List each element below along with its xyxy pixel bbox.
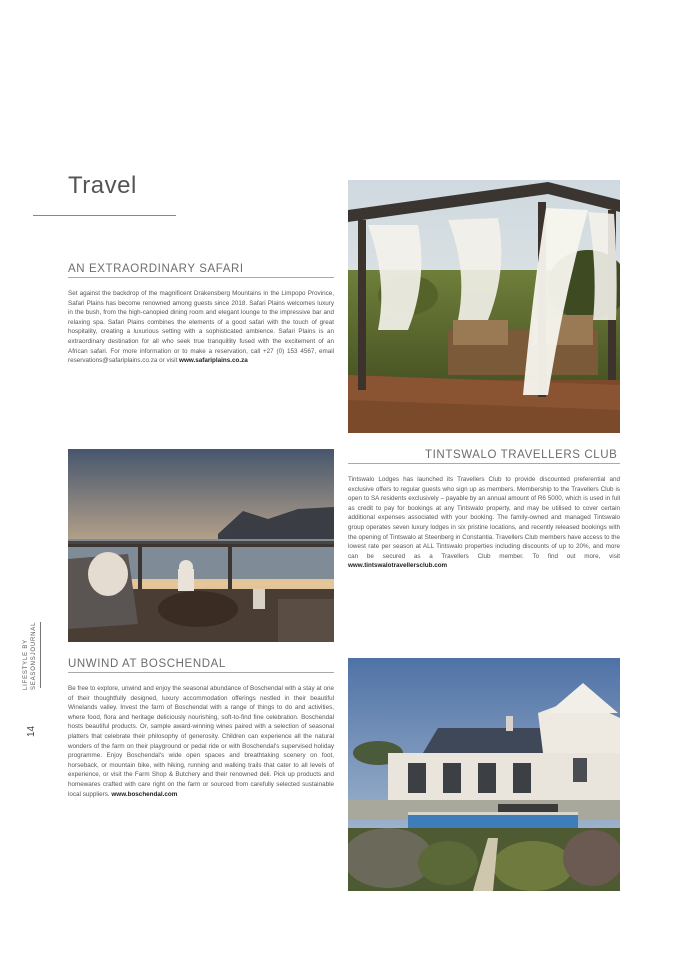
- boschendal-heading-rule: [68, 672, 334, 673]
- tintswalo-body-text: Tintswalo Lodges has launched its Travellers Club to provide discounted preferential and exclusive offers to regular guests who sign up as members. Membership to the Travellers Club is open to SA residents exclusively – payable by an annual amount of R6 5000, which is used in full as credit to pay for bookings at any Tintswalo property, and may be utilised to cover certain additional expenses associated with your booking. The family-owned and managed Tintswalo group operates seven luxury lodges in six pristine locations, and recently released bookings with the opening of Tintswalo at Steenberg in Constantia. Travellers Club members have access to the lowest rate per season at ALL Tintswalo properties including discounts of up to 20%, and more can be secured as a Travellers Club member. To find out more, visit: [348, 476, 620, 560]
- farmhouse-pool-photo: [348, 658, 620, 891]
- boschendal-heading: UNWIND AT BOSCHENDAL: [68, 658, 226, 670]
- page-number: 14: [26, 725, 37, 737]
- tintswalo-heading-rule: [348, 463, 620, 464]
- section-title-rule: [33, 215, 176, 216]
- side-tab-rule: [40, 622, 41, 688]
- tintswalo-body: [348, 475, 620, 571]
- safari-body: [68, 289, 334, 366]
- safari-heading: AN EXTRAORDINARY SAFARI: [68, 263, 244, 275]
- safari-body-text: Set against the backdrop of the magnificent Drakensberg Mountains in the Limpopo Province, Safari Plains has become renowned among guests since 2018. Safari Plains welcomes luxury in the bush, from the high-canopied dining room and elegant lounge to the impressive bar and relaxing spa. Safari Plains combines the elements of a good safari with the touch of great hospitality, creating a luxurious setting with a sophisticated ambience. Safari Plains is an extraordinary destination for all who seek true tranquillity fused with the excitement of an African safari. For more information or to make a reservation, call +27 (0) 153 4567, email reservations@safariplains.co.za or visit: [68, 290, 334, 365]
- side-label-line1: LIFESTYLE BY: [23, 639, 29, 690]
- tintswalo-heading: TINTSWALO TRAVELLERS CLUB: [425, 449, 618, 461]
- tintswalo-link[interactable]: www.tintswalotravellersclub.com: [348, 562, 448, 570]
- safari-link[interactable]: www.safariplains.co.za: [179, 357, 248, 365]
- safari-heading-rule: [68, 277, 334, 278]
- side-label-line2: SEASONSJOURNAL: [31, 621, 37, 690]
- ocean-deck-photo: [68, 449, 334, 642]
- boschendal-body-text: Be free to explore, unwind and enjoy the seasonal abundance of Boschendal with a stay at one of their thoughtfully designed, luxury accommodation offerings nestled in their beautiful Winelands valley. Invest the farm of Boschendal with a range of things to do and activities, where food, flora and heritage deliciously nourishing, soft-to-find fine celebration. Boschendal hosts beautiful products. Or, sample award-winning wines paired with a selection of seasonal platters that celebrate their philosophy of generosity. Children can experience all the natural wonders of the farm on their playground or pedal ride or with Boschendal's supervised holiday programme. Enjoy Boschendal's wide open spaces and breathtaking scenery on foot, horseback, or mountain bike, with hiking, running and walking trails that cater to all levels of experience, or visit the Farm Shop & Butchery and their renowned deli. Pick up products and homewares crafted with care right on the farm or sourced from carefully selected sustainable local suppliers.: [68, 685, 334, 798]
- gazebo-photo: [348, 180, 620, 433]
- boschendal-body: [68, 684, 334, 799]
- boschendal-link[interactable]: www.boschendal.com: [111, 790, 178, 798]
- section-title: Travel: [68, 172, 137, 199]
